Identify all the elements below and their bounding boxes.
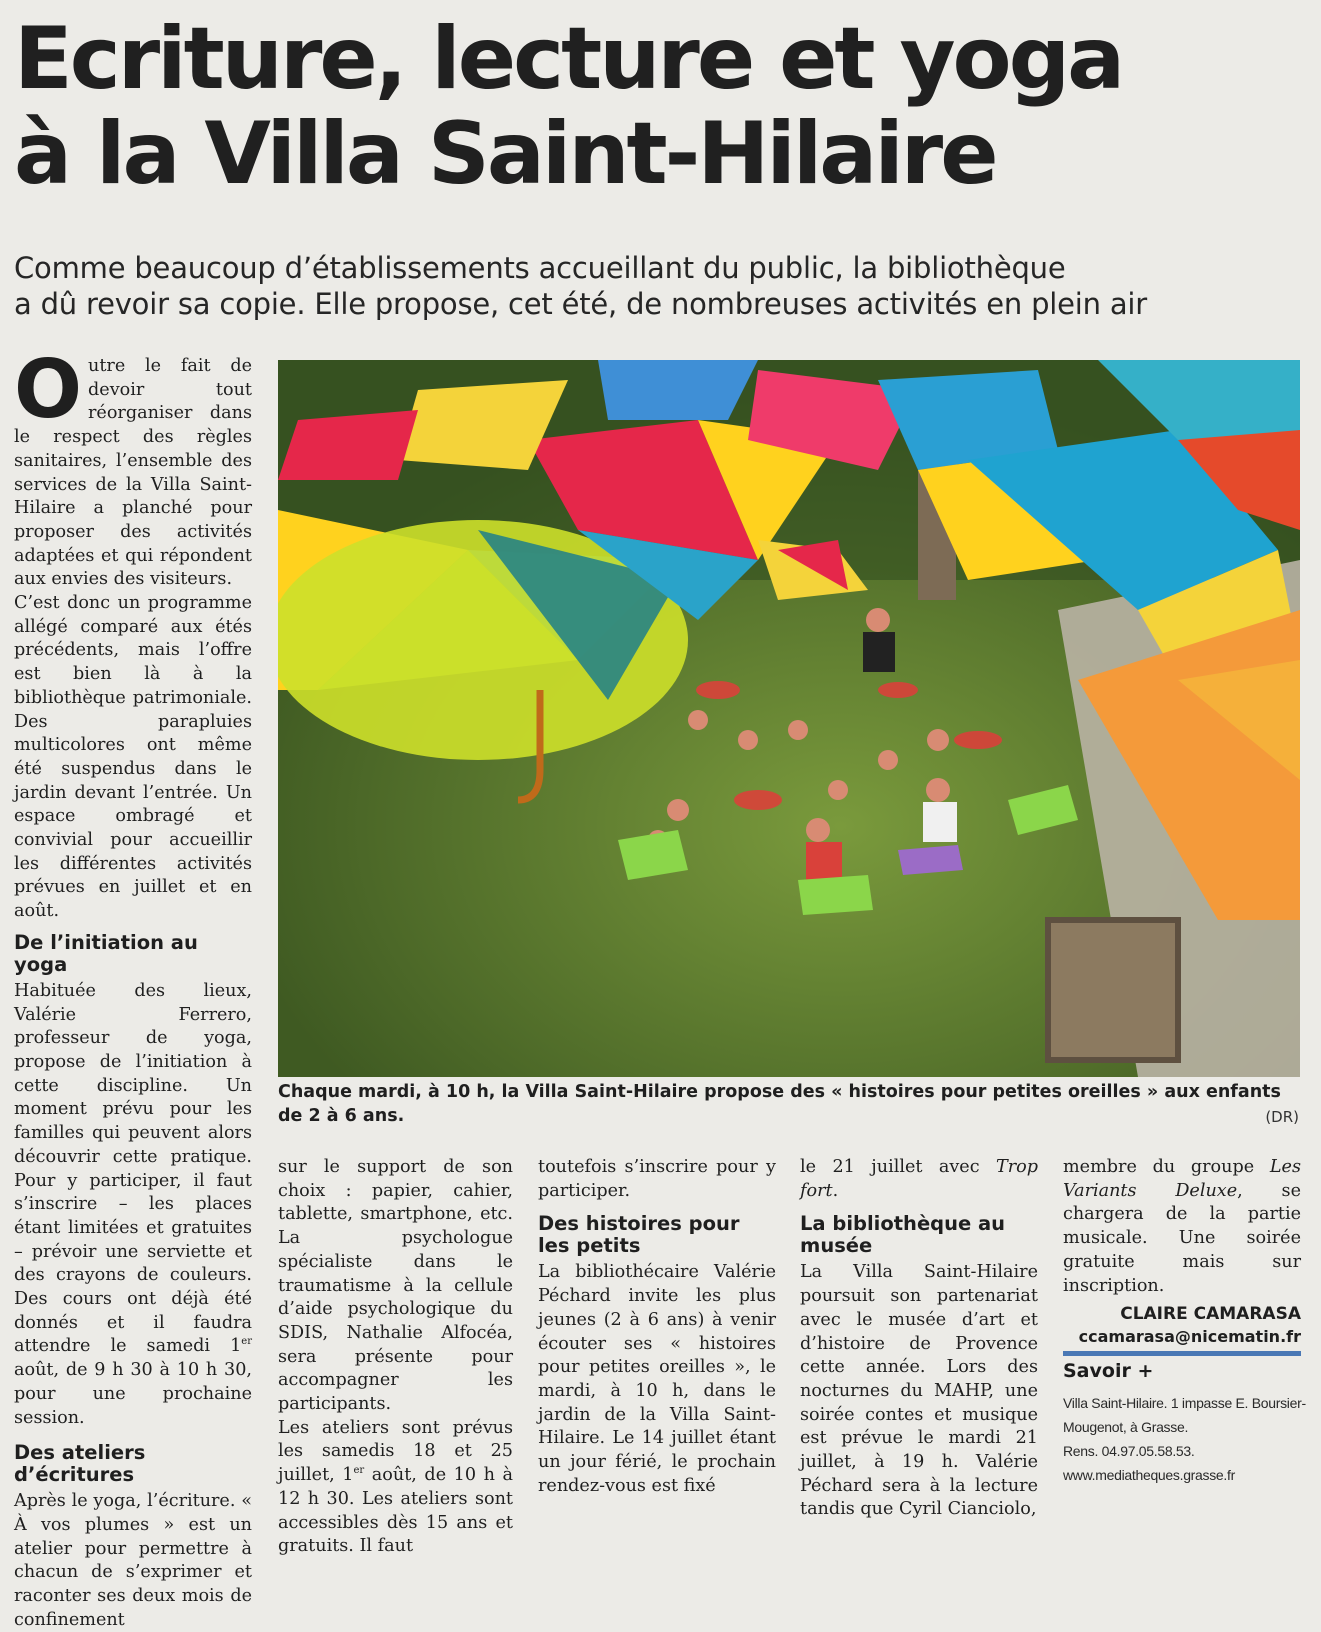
histoires-end-text: le 21 juillet avec [800, 1157, 996, 1177]
yoga-text: Habituée des lieux, Valérie Ferrero, professeur de yoga, propose de l’initiation à cette discipline. Un moment prévu pour les familles qui peuvent alors découvrir cette pratique. Pour y participer, il faut s’inscrire – les places étant limitées et gratuites – prévoir une serviette et des crayons de couleurs. Des cours ont déjà été donnés et il faudra attendre le samedi 1 [14, 980, 252, 1357]
intro-text-1: utre le fait de devoir tout réorganiser dans le respect des règles sanitaires, l’ensemble des services de la Villa Saint-Hilaire a planché pour proposer des activités adaptées et qui répondent aux envies des visiteurs. [14, 356, 252, 590]
histoires-paragraph: La bibliothécaire Valérie Péchard invite les plus jeunes (2 à 6 ans) à venir écouter ses « histoires pour petites oreilles », le mardi, à 10 h, dans le jardin de la Villa Saint-Hilaire. Le 14 juillet étant un jour férié, le prochain rendez-vous est fixé [538, 1262, 776, 1496]
standfirst-line-2: a dû revoir sa copie. Elle propose, cet été, de nombreuses activités en plein air [14, 287, 1147, 321]
ateliers-dates: Les ateliers sont prévus les samedis 18 et 25 juillet, 1 [278, 1417, 513, 1486]
column-4 [800, 1156, 1038, 1522]
column-5 [1063, 1156, 1301, 1348]
savoir-address-2: Mougenot, à Grasse. [1063, 1419, 1189, 1435]
intro-paragraph-1 [14, 343, 252, 592]
column-1 [14, 343, 252, 1632]
headline-line-2: à la Villa Saint-Hilaire [14, 104, 996, 204]
savoir-address-1: Villa Saint-Hilaire. 1 impasse E. Boursier- [1063, 1395, 1306, 1411]
headline [14, 9, 1314, 204]
photo-caption: Chaque mardi, à 10 h, la Villa Saint-Hilaire propose des « histoires pour petites oreilles » aux enfants de 2 à 6 ans. [278, 1082, 1281, 1126]
byline-email[interactable]: ccamarasa@nicematin.fr [1078, 1327, 1301, 1347]
umbrella-garden-photo [278, 360, 1300, 1077]
yoga-paragraph [14, 980, 252, 1430]
musee-end-text: membre du groupe [1063, 1157, 1270, 1177]
column-2 [278, 1156, 513, 1559]
musee-end-rest: , se chargera de la partie musicale. Une soirée gratuite mais sur inscription. [1063, 1180, 1301, 1296]
ateliers-paragraph-1: Après le yoga, l’écriture. « À vos plumes » est un atelier pour permettre à chacun de s’exprimer et raconter ses deux mois de confinement [14, 1491, 252, 1630]
histoires-title-italic: Trop fort [800, 1157, 1038, 1201]
standfirst [14, 250, 1314, 322]
subheading-musee: La bibliothèque au musée [800, 1212, 1006, 1258]
savoir-website[interactable]: www.mediatheques.grasse.fr [1063, 1467, 1235, 1483]
subheading-yoga: De l’initiation au yoga [14, 930, 198, 976]
ateliers-paragraph-2: sur le support de son choix : papier, cahier, tablette, smartphone, etc. La psychologue spécialiste dans le traumatisme à la cellule d’aide psychologique du SDIS, Nathalie Alfocéa, sera présente pour accompagner les participants. [278, 1157, 513, 1415]
ateliers-sup: er [353, 1465, 365, 1477]
column-3 [538, 1156, 776, 1498]
histoires-end-punct: . [832, 1180, 839, 1201]
photo-credit: (DR) [1265, 1108, 1299, 1126]
subheading-ateliers: Des ateliers d’écritures [14, 1441, 146, 1487]
savoir-rule [1063, 1351, 1301, 1356]
photo-illustration [278, 360, 1300, 1077]
intro-paragraph-2: C’est donc un programme allégé comparé aux étés précédents, mais l’offre est bien là à la bibliothèque patrimoniale. Des parapluies multicolores ont même été suspendus dans le jardin devant l’entrée. Un espace ombragé et convivial pour accueillir les différentes activités prévues en juillet et en août. [14, 593, 252, 922]
savoir-title: Savoir + [1063, 1360, 1154, 1382]
standfirst-line-1: Comme beaucoup d’établissements accueillant du public, la bibliothèque [14, 251, 1066, 285]
byline-author: CLAIRE CAMARASA [1120, 1304, 1301, 1325]
band-name-italic: Les Variants Deluxe [1063, 1157, 1301, 1201]
ateliers-paragraph-3 [278, 1417, 513, 1559]
savoir-info [1063, 1391, 1306, 1487]
yoga-text-end: août, de 9 h 30 à 10 h 30, pour une prochaine session. [14, 1360, 252, 1428]
ateliers-dates-end: août, de 10 h à 12 h 30. Les ateliers sont accessibles dès 15 ans et gratuits. Il faut [278, 1465, 514, 1557]
musee-paragraph-end [1063, 1156, 1301, 1298]
savoir-phone: Rens. 04.97.05.58.53. [1063, 1443, 1195, 1459]
subheading-histoires: Des histoires pour les petits [538, 1212, 740, 1258]
dropcap: O [14, 343, 83, 436]
musee-paragraph: La Villa Saint-Hilaire poursuit son partenariat avec le musée d’art et d’histoire de Provence cette année. Lors des nocturnes du MAHP, une soirée contes et musique est prévue le mardi 21 juillet, à 19 h. Valérie Péchard sera à la lecture tandis que Cyril Cianciolo, [800, 1262, 1038, 1520]
headline-line-1: Ecriture, lecture et yoga [14, 9, 1123, 109]
ateliers-paragraph-4: toutefois s’inscrire pour y participer. [538, 1157, 776, 1201]
histoires-paragraph-end [800, 1156, 1038, 1203]
yoga-sup: er [241, 1336, 252, 1348]
